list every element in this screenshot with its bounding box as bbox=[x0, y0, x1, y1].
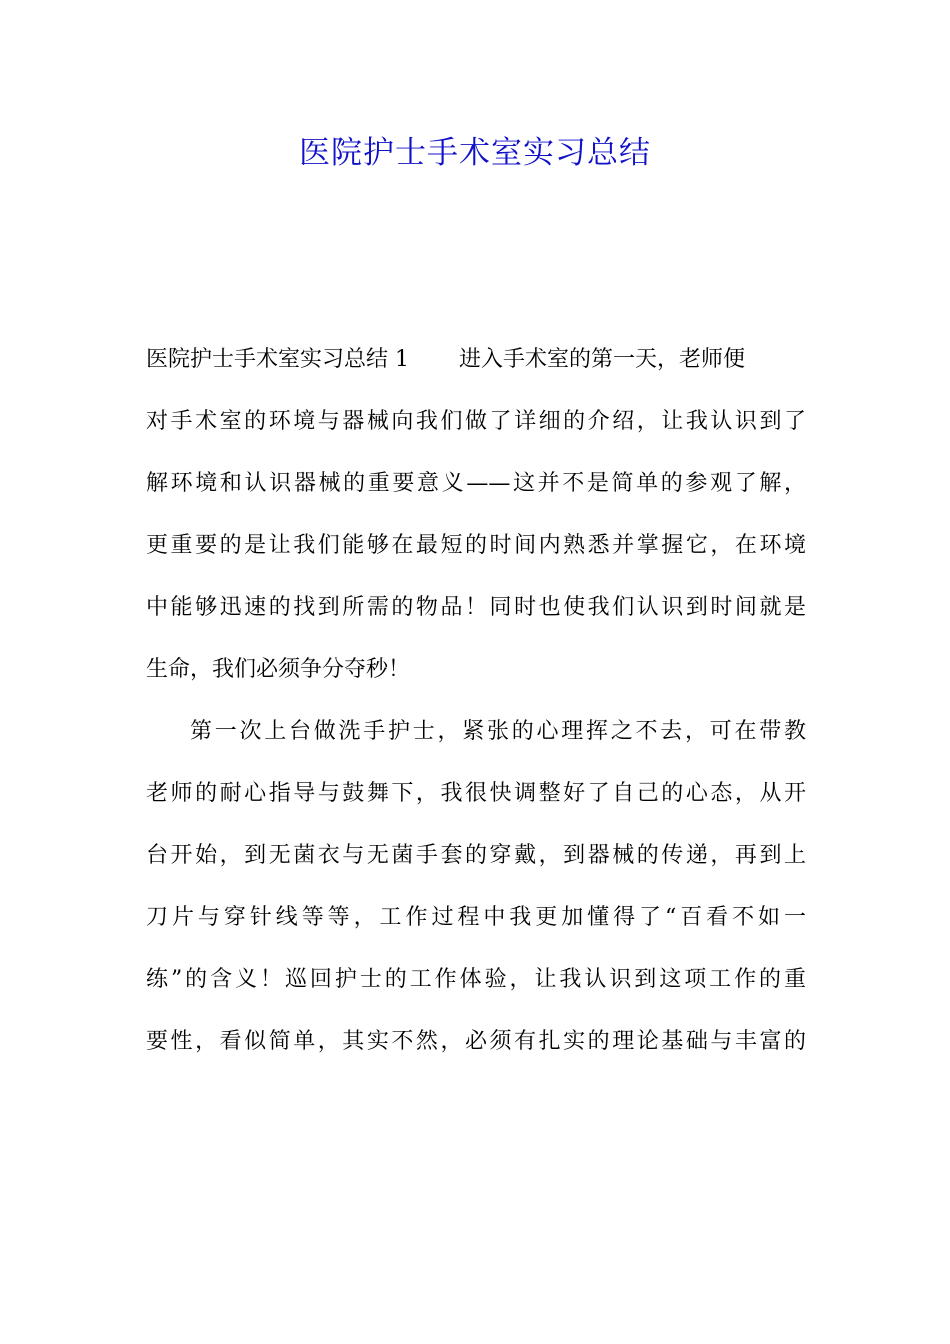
document-body bbox=[146, 332, 806, 1076]
document-title: 医院护士手术室实习总结 bbox=[299, 135, 651, 171]
text-line: 老师的耐心指导与鼓舞下，我很快调整好了自己的心态，从开 bbox=[146, 781, 806, 806]
text-line: 更重要的是让我们能够在最短的时间内熟悉并掌握它，在环境 bbox=[146, 533, 806, 558]
text-line: 第一次上台做洗手护士，紧张的心理挥之不去，可在带教 bbox=[190, 719, 806, 744]
text-line: 对手术室的环境与器械向我们做了详细的介绍，让我认识到了 bbox=[146, 409, 806, 434]
text-line: 刀片与穿针线等等，工作过程中我更加懂得了“百看不如一 bbox=[146, 905, 806, 930]
text-line bbox=[146, 332, 806, 394]
text-line: 解环境和认识器械的重要意义——这并不是简单的参观了解， bbox=[146, 471, 806, 496]
text-line: 台开始，到无菌衣与无菌手套的穿戴，到器械的传递，再到上 bbox=[146, 843, 806, 868]
text-line: 生命，我们必须争分夺秒！ bbox=[146, 657, 411, 682]
text-line: 要性，看似简单，其实不然，必须有扎实的理论基础与丰富的 bbox=[146, 1029, 806, 1054]
text-line: 练”的含义！巡回护士的工作体验，让我认识到这项工作的重 bbox=[146, 967, 806, 992]
text-segment: 进入手术室的第一天，老师便 bbox=[459, 347, 746, 372]
text-line: 中能够迅速的找到所需的物品！同时也使我们认识到时间就是 bbox=[146, 595, 806, 620]
section-heading: 医院护士手术室实习总结 1 bbox=[146, 347, 409, 372]
